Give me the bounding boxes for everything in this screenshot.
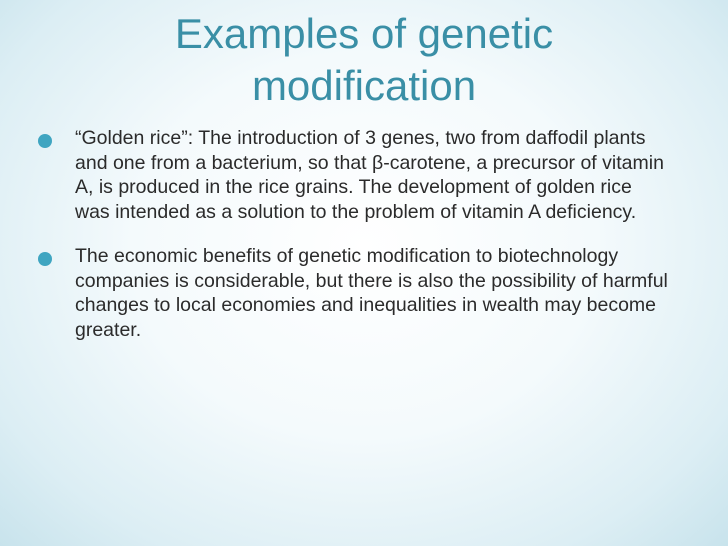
bullet-list xyxy=(38,126,670,362)
bullet-dot-icon xyxy=(38,134,52,148)
bullet-item-golden-rice xyxy=(38,126,670,224)
bullet-dot-icon xyxy=(38,252,52,266)
slide-title: Examples of genetic modification xyxy=(174,10,554,109)
bullet-item-economic-benefits xyxy=(38,244,670,342)
bullet-text: The economic benefits of genetic modification to biotechnology companies is considerable, but there is also the possibility of harmful changes to local economies and inequalities in wealth may become greater. xyxy=(75,245,668,341)
bullet-text: “Golden rice”: The introduction of 3 genes, two from daffodil plants and one from a bacterium, so that β-carotene, a precursor of vitamin A, is produced in the rice grains. The development of golden rice was intended as a solution to the problem of vitamin A deficiency. xyxy=(75,127,664,223)
